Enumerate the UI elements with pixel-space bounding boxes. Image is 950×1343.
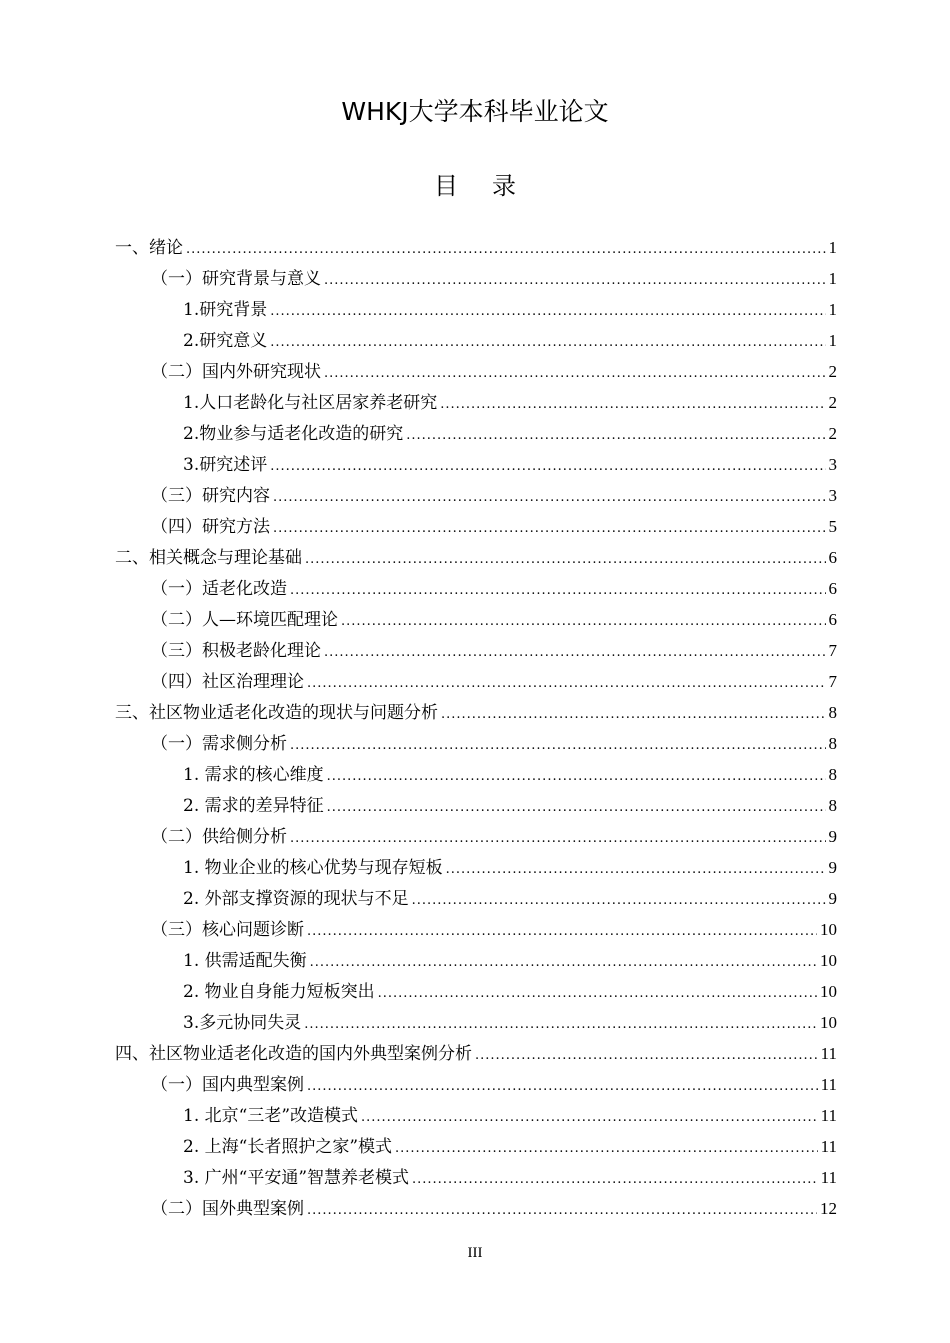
toc-leader-dots bbox=[327, 761, 826, 792]
toc-entry-page: 3 bbox=[828, 486, 837, 505]
toc-entry-label: （三）核心问题诊断 bbox=[151, 920, 304, 940]
toc-entry[interactable] bbox=[115, 542, 837, 573]
toc-entry-label: 2.研究意义 bbox=[183, 331, 268, 351]
toc-entry[interactable] bbox=[115, 852, 837, 883]
toc-entry-page: 6 bbox=[828, 610, 837, 629]
toc-entry-label: （二）人—环境匹配理论 bbox=[151, 610, 338, 630]
toc-heading bbox=[0, 166, 950, 201]
toc-entry-page: 8 bbox=[828, 703, 837, 722]
toc-entry[interactable] bbox=[115, 1069, 837, 1100]
toc-entry-label: 2. 外部支撑资源的现状与不足 bbox=[183, 889, 409, 909]
toc-entry-label: 三、社区物业适老化改造的现状与问题分析 bbox=[115, 703, 438, 723]
table-of-contents bbox=[115, 232, 837, 1224]
toc-leader-dots bbox=[440, 389, 825, 420]
toc-entry-page: 1 bbox=[828, 331, 837, 350]
toc-entry-label: 3. 广州“平安通”智慧养老模式 bbox=[183, 1168, 410, 1188]
toc-leader-dots bbox=[273, 482, 826, 513]
toc-leader-dots bbox=[273, 513, 826, 544]
toc-entry[interactable] bbox=[115, 790, 837, 821]
toc-leader-dots bbox=[378, 978, 817, 1009]
toc-entry[interactable] bbox=[115, 418, 837, 449]
toc-entry-label: 四、社区物业适老化改造的国内外典型案例分析 bbox=[115, 1044, 472, 1064]
toc-entry-label: 2. 上海“长者照护之家”模式 bbox=[183, 1137, 393, 1157]
toc-entry-page: 6 bbox=[828, 548, 837, 567]
toc-entry[interactable] bbox=[115, 1193, 837, 1224]
toc-entry[interactable] bbox=[115, 666, 837, 697]
toc-entry-page: 2 bbox=[828, 424, 837, 443]
toc-entry-page: 2 bbox=[828, 393, 837, 412]
toc-entry[interactable] bbox=[115, 263, 837, 294]
toc-leader-dots bbox=[270, 327, 825, 358]
toc-entry-label: 1.人口老龄化与社区居家养老研究 bbox=[183, 393, 438, 413]
toc-entry-page: 6 bbox=[828, 579, 837, 598]
toc-entry[interactable] bbox=[115, 511, 837, 542]
toc-entry-label: 1. 需求的核心维度 bbox=[183, 765, 324, 785]
toc-entry[interactable] bbox=[115, 821, 837, 852]
toc-entry-label: （二）国内外研究现状 bbox=[151, 362, 321, 382]
toc-entry-page: 11 bbox=[820, 1075, 837, 1094]
toc-entry-page: 1 bbox=[828, 269, 837, 288]
toc-entry[interactable] bbox=[115, 1100, 837, 1131]
toc-entry[interactable] bbox=[115, 945, 837, 976]
toc-entry-label: （一）研究背景与意义 bbox=[151, 269, 321, 289]
toc-leader-dots bbox=[446, 854, 826, 885]
toc-entry[interactable] bbox=[115, 232, 837, 263]
toc-entry-page: 10 bbox=[820, 1013, 837, 1032]
toc-entry-label: 2. 物业自身能力短板突出 bbox=[183, 982, 375, 1002]
toc-entry[interactable] bbox=[115, 635, 837, 666]
toc-entry-page: 9 bbox=[828, 827, 837, 846]
toc-entry[interactable] bbox=[115, 1162, 837, 1193]
toc-entry-label: 二、相关概念与理论基础 bbox=[115, 548, 302, 568]
toc-leader-dots bbox=[304, 1009, 817, 1040]
toc-leader-dots bbox=[290, 730, 826, 761]
toc-entry-page: 10 bbox=[820, 920, 837, 939]
toc-leader-dots bbox=[324, 637, 826, 668]
toc-entry[interactable] bbox=[115, 325, 837, 356]
toc-entry[interactable] bbox=[115, 573, 837, 604]
toc-entry-page: 7 bbox=[828, 641, 837, 660]
toc-entry[interactable] bbox=[115, 1038, 837, 1069]
toc-entry[interactable] bbox=[115, 604, 837, 635]
toc-leader-dots bbox=[475, 1040, 818, 1071]
toc-heading-part2: 录 bbox=[492, 172, 516, 200]
toc-leader-dots bbox=[186, 234, 826, 265]
toc-leader-dots bbox=[406, 420, 825, 451]
toc-entry-label: （一）需求侧分析 bbox=[151, 734, 287, 754]
toc-entry-page: 9 bbox=[828, 858, 837, 877]
toc-entry-label: 1. 物业企业的核心优势与现存短板 bbox=[183, 858, 443, 878]
toc-entry[interactable] bbox=[115, 697, 837, 728]
toc-entry-page: 3 bbox=[828, 455, 837, 474]
toc-entry[interactable] bbox=[115, 1007, 837, 1038]
toc-entry-label: （四）社区治理理论 bbox=[151, 672, 304, 692]
toc-entry-label: （三）研究内容 bbox=[151, 486, 270, 506]
toc-entry-label: 1. 供需适配失衡 bbox=[183, 951, 307, 971]
toc-entry-label: （二）国外典型案例 bbox=[151, 1199, 304, 1219]
toc-leader-dots bbox=[305, 544, 826, 575]
toc-entry-label: 2.物业参与适老化改造的研究 bbox=[183, 424, 404, 444]
toc-entry[interactable] bbox=[115, 728, 837, 759]
toc-entry-label: 3.多元协同失灵 bbox=[183, 1013, 302, 1033]
toc-entry-label: 2. 需求的差异特征 bbox=[183, 796, 324, 816]
toc-entry-label: （一）国内典型案例 bbox=[151, 1075, 304, 1095]
toc-leader-dots bbox=[270, 296, 825, 327]
toc-leader-dots bbox=[290, 575, 826, 606]
toc-entry-label: （四）研究方法 bbox=[151, 517, 270, 537]
toc-entry-page: 11 bbox=[820, 1106, 837, 1125]
toc-entry[interactable] bbox=[115, 914, 837, 945]
toc-entry[interactable] bbox=[115, 1131, 837, 1162]
toc-entry-page: 1 bbox=[828, 238, 837, 257]
toc-entry[interactable] bbox=[115, 294, 837, 325]
toc-leader-dots bbox=[412, 885, 826, 916]
toc-leader-dots bbox=[307, 668, 826, 699]
toc-entry-page: 11 bbox=[820, 1044, 837, 1063]
toc-leader-dots bbox=[324, 265, 826, 296]
toc-entry-page: 10 bbox=[820, 951, 837, 970]
toc-entry-label: 1. 北京“三老”改造模式 bbox=[183, 1106, 359, 1126]
toc-leader-dots bbox=[307, 1071, 818, 1102]
toc-entry-label: 3.研究述评 bbox=[183, 455, 268, 475]
toc-leader-dots bbox=[341, 606, 826, 637]
document-header-title: WHKJ大学本科毕业论文 bbox=[341, 97, 609, 126]
toc-entry-page: 8 bbox=[828, 734, 837, 753]
toc-entry[interactable] bbox=[115, 759, 837, 790]
toc-entry-label: （二）供给侧分析 bbox=[151, 827, 287, 847]
toc-entry-page: 7 bbox=[828, 672, 837, 691]
toc-entry[interactable] bbox=[115, 883, 837, 914]
toc-entry-page: 11 bbox=[820, 1137, 837, 1156]
toc-entry-label: （一）适老化改造 bbox=[151, 579, 287, 599]
toc-leader-dots bbox=[395, 1133, 818, 1164]
toc-entry-page: 12 bbox=[820, 1199, 837, 1218]
toc-entry-page: 11 bbox=[820, 1168, 837, 1187]
page-number: III bbox=[467, 1245, 483, 1261]
toc-entry-label: 一、绪论 bbox=[115, 238, 183, 258]
toc-entry[interactable] bbox=[115, 976, 837, 1007]
toc-entry-page: 9 bbox=[828, 889, 837, 908]
toc-leader-dots bbox=[441, 699, 826, 730]
toc-entry[interactable] bbox=[115, 387, 837, 418]
toc-entry-page: 5 bbox=[828, 517, 837, 536]
toc-entry-page: 8 bbox=[828, 796, 837, 815]
toc-leader-dots bbox=[361, 1102, 818, 1133]
toc-entry-page: 1 bbox=[828, 300, 837, 319]
toc-leader-dots bbox=[307, 1195, 817, 1226]
toc-leader-dots bbox=[290, 823, 826, 854]
toc-leader-dots bbox=[412, 1164, 818, 1195]
toc-leader-dots bbox=[324, 358, 826, 389]
toc-leader-dots bbox=[327, 792, 826, 823]
toc-entry-page: 10 bbox=[820, 982, 837, 1001]
toc-entry-page: 2 bbox=[828, 362, 837, 381]
toc-leader-dots bbox=[270, 451, 825, 482]
toc-entry-label: （三）积极老龄化理论 bbox=[151, 641, 321, 661]
toc-entry[interactable] bbox=[115, 449, 837, 480]
toc-leader-dots bbox=[310, 947, 817, 978]
toc-heading-part1: 目 bbox=[434, 172, 458, 200]
toc-entry[interactable] bbox=[115, 480, 837, 511]
toc-leader-dots bbox=[307, 916, 817, 947]
toc-entry-label: 1.研究背景 bbox=[183, 300, 268, 320]
toc-entry[interactable] bbox=[115, 356, 837, 387]
toc-entry-page: 8 bbox=[828, 765, 837, 784]
